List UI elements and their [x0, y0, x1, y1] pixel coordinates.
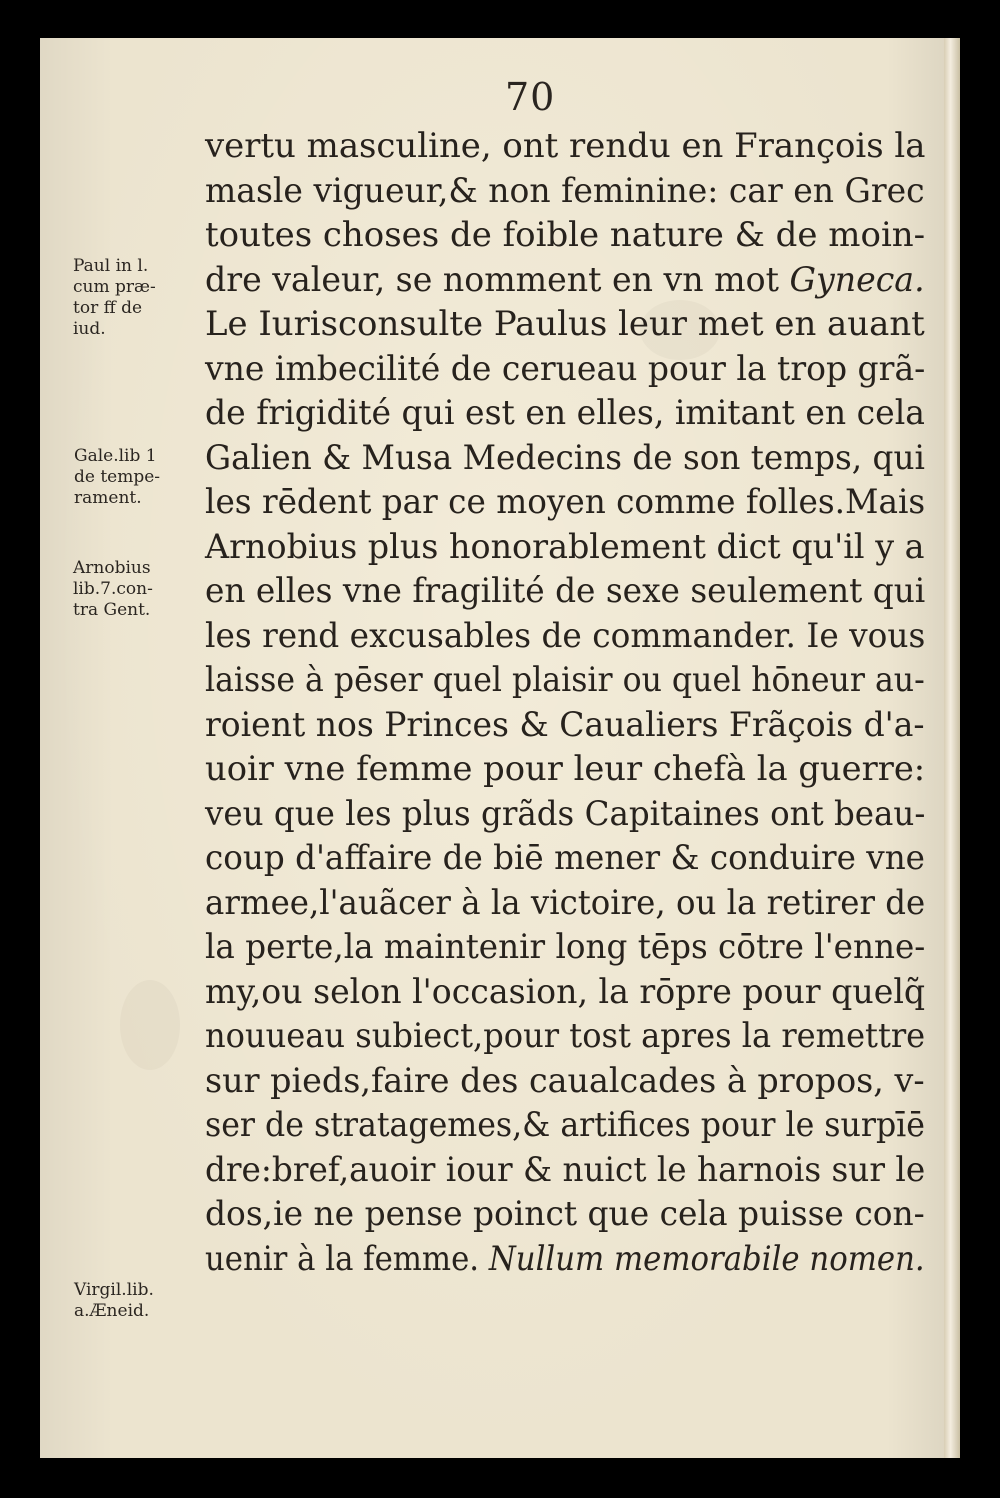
margin-note-virgil — [74, 1280, 154, 1322]
margin-note-line: tor ff de — [73, 298, 143, 318]
margin-note-line: a.Æneid. — [74, 1301, 150, 1321]
page-number: 70 — [505, 75, 556, 119]
text-line: coup d'affaire de biē mener & conduire vne — [205, 838, 925, 878]
text-line: vertu masculine, ont rendu en François la — [205, 126, 926, 166]
margin-note-arnobius — [73, 558, 153, 621]
text-line: vne imbecilité de cerueau pour la trop grã- — [205, 348, 926, 389]
margin-note-paul — [73, 256, 156, 340]
italic-phrase: Gyneca. — [789, 259, 925, 300]
margin-note-galen — [74, 446, 160, 509]
text-line: Le Iurisconsulte Paulus leur met en auant — [205, 304, 925, 344]
text-line: en elles vne fragilité de sexe seulement qui — [205, 571, 926, 611]
main-text-block — [205, 124, 925, 1281]
text-line: de frigidité qui est en elles, imitant en cela — [205, 393, 925, 433]
text-line: veu que les plus grãds Capitaines ont beau- — [205, 793, 926, 834]
margin-note-line: Paul in l. — [73, 256, 149, 276]
text-line: ser de stratagemes,& artifices pour le surpīē — [205, 1105, 925, 1145]
text-line: roient nos Princes & Caualiers Frãçois d'a- — [205, 704, 925, 745]
text-line: my,ou selon l'occasion, la rōpre pour quelq̃ — [205, 971, 926, 1012]
margin-note-line: Virgil.lib. — [74, 1280, 154, 1300]
margin-note-line: rament. — [74, 488, 142, 508]
text-line: dre valeur, se nomment en vn mot Gyneca. — [205, 259, 925, 300]
text-line: masle vigueur,& non feminine: car en Grec — [205, 170, 925, 211]
margin-note-line: Arnobius — [73, 558, 151, 578]
margin-note-line: cum præ- — [73, 277, 156, 297]
text-line: toutes choses de foible nature & de moin- — [205, 215, 926, 255]
text-line: dos,ie ne pense poinct que cela puisse con- — [205, 1194, 925, 1234]
page-edge — [944, 38, 960, 1458]
margin-note-line: iud. — [73, 319, 106, 339]
text-line: Galien & Musa Medecins de son temps, qui — [205, 437, 925, 478]
text-line: uenir à la femme. Nullum memorabile nomen. — [205, 1238, 925, 1279]
margin-note-line: Gale.lib 1 — [74, 446, 157, 466]
text-line: laisse à pēser quel plaisir ou quel hōneur au- — [205, 660, 925, 700]
paper-stain — [120, 980, 180, 1070]
margin-note-line: de tempe- — [74, 467, 161, 487]
margin-note-line: lib.7.con- — [73, 579, 153, 599]
margin-note-line: tra Gent. — [73, 600, 151, 620]
text-line: les rēdent par ce moyen comme folles.Mais — [205, 482, 926, 522]
text-line: la perte,la maintenir long tēps cōtre l'enne- — [205, 927, 926, 967]
text-line: uoir vne femme pour leur chefà la guerre: — [205, 749, 926, 789]
text-line: sur pieds,faire des caualcades à propos, v- — [205, 1060, 925, 1101]
text-line: nouueau subiect,pour tost apres la remettre — [205, 1016, 926, 1056]
italic-phrase: Nullum memorabile nomen. — [488, 1238, 925, 1279]
text-line: Arnobius plus honorablement dict qu'il y a — [205, 526, 925, 567]
text-line: dre:bref,auoir iour & nuict le harnois sur le — [205, 1149, 926, 1190]
text-line: armee,l'auãcer à la victoire, ou la retirer de — [205, 882, 926, 923]
text-line: les rend excusables de commander. Ie vous — [205, 615, 926, 656]
